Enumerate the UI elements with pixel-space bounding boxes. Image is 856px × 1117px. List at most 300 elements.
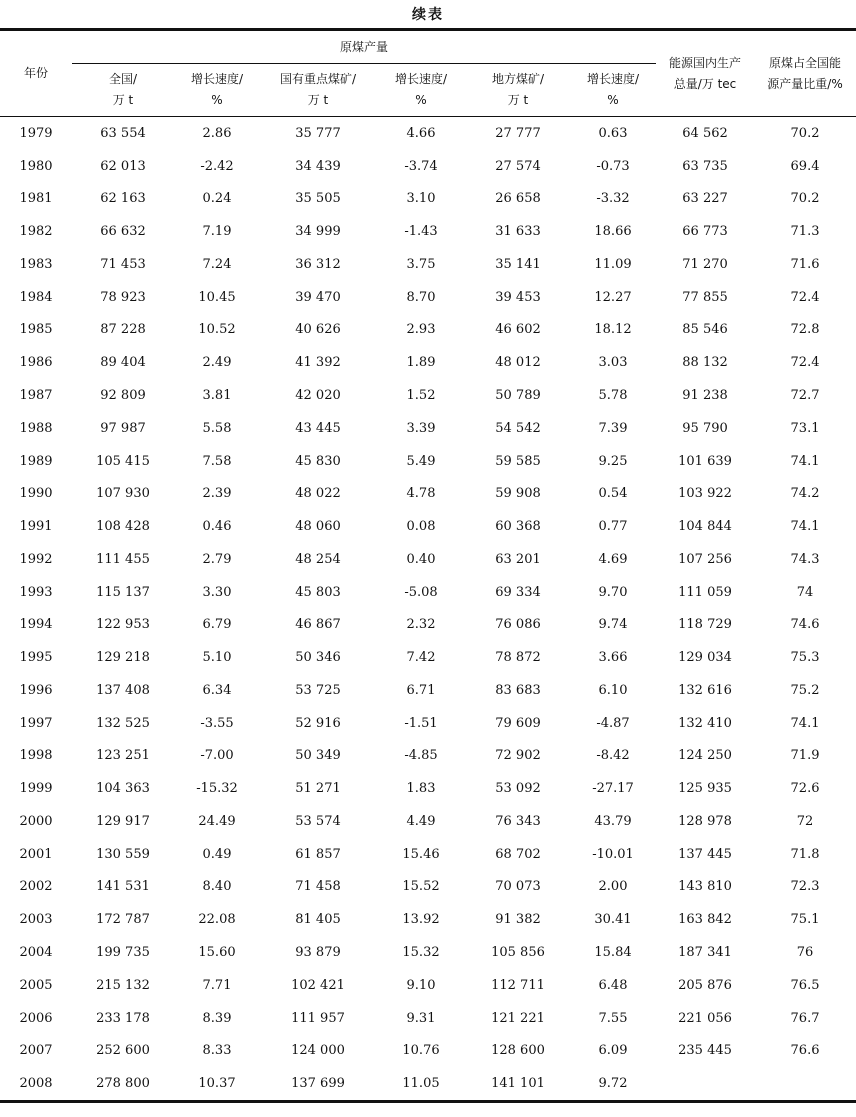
national-growth-cell: 8.39 bbox=[202, 1010, 232, 1026]
state-key-output-cell: 51 271 bbox=[295, 781, 341, 797]
energy-total-cell: 85 546 bbox=[682, 322, 728, 338]
local-growth-cell: -8.42 bbox=[596, 748, 630, 764]
state-key-output-cell: 41 392 bbox=[295, 355, 341, 371]
state-key-output-cell: 45 830 bbox=[295, 453, 341, 469]
state-key-output-cell: 34 439 bbox=[295, 158, 341, 174]
local-growth-cell: 0.54 bbox=[598, 486, 628, 502]
table-row bbox=[0, 117, 856, 150]
state-growth-cell: -3.74 bbox=[404, 158, 438, 174]
year-cell: 1995 bbox=[19, 650, 53, 666]
local-output-cell: 79 609 bbox=[495, 715, 541, 731]
year-cell: 2006 bbox=[19, 1010, 53, 1026]
local-output-cell: 69 334 bbox=[495, 584, 541, 600]
coal-share-cell: 74.6 bbox=[790, 617, 820, 633]
national-growth-cell: 7.71 bbox=[202, 977, 232, 993]
year-cell: 2001 bbox=[19, 846, 53, 862]
national-growth-cell: 3.81 bbox=[202, 388, 232, 403]
coal-share-cell: 74.2 bbox=[790, 486, 820, 502]
local-output-cell: 72 902 bbox=[495, 748, 541, 764]
coal-share-cell: 76.6 bbox=[790, 1043, 820, 1059]
coal-share-cell: 72.8 bbox=[790, 322, 820, 338]
energy-total-cell: 132 616 bbox=[678, 682, 732, 698]
table-row bbox=[0, 871, 856, 904]
local-growth-cell: 7.55 bbox=[598, 1010, 628, 1026]
national-output-cell: 111 455 bbox=[96, 551, 150, 567]
state-key-output-cell: 35 777 bbox=[295, 125, 341, 141]
year-cell: 1982 bbox=[19, 224, 53, 240]
national-output-cell: 122 953 bbox=[96, 617, 150, 633]
state-growth-cell: 5.49 bbox=[406, 453, 436, 469]
table-row bbox=[0, 150, 856, 183]
national-growth-cell: 10.45 bbox=[198, 289, 236, 305]
state-growth-cell: 15.32 bbox=[402, 945, 440, 961]
coal-share-cell: 71.3 bbox=[790, 224, 820, 240]
table-row bbox=[0, 969, 856, 1002]
national-output-cell: 137 408 bbox=[96, 682, 150, 698]
year-cell: 1993 bbox=[19, 584, 53, 600]
national-growth-cell: 22.08 bbox=[198, 912, 236, 928]
coal-share-cell: 72 bbox=[796, 813, 814, 829]
local-growth-cell: 9.72 bbox=[598, 1076, 628, 1092]
local-growth-header-line2: % bbox=[607, 93, 619, 107]
year-cell: 2002 bbox=[19, 879, 53, 895]
state-key-output-cell: 53 574 bbox=[295, 813, 341, 829]
local-output-cell: 83 683 bbox=[495, 682, 541, 698]
energy-total-cell: 101 639 bbox=[678, 453, 732, 469]
year-cell: 2000 bbox=[19, 813, 53, 829]
local-growth-cell: 3.66 bbox=[598, 650, 628, 666]
national-growth-cell: -2.42 bbox=[200, 158, 234, 174]
local-output-cell: 105 856 bbox=[491, 945, 545, 961]
national-output-cell: 105 415 bbox=[96, 453, 150, 469]
table-row bbox=[0, 772, 856, 805]
state-growth-cell: 0.40 bbox=[406, 551, 436, 567]
local-growth-cell: 43.79 bbox=[594, 813, 632, 829]
local-output-cell: 54 542 bbox=[495, 420, 541, 436]
coal-share-cell: 74.1 bbox=[790, 519, 820, 535]
local-growth-cell: 18.66 bbox=[594, 224, 632, 240]
coal-share-header bbox=[754, 30, 856, 117]
national-growth-cell: 3.30 bbox=[202, 584, 232, 600]
energy-total-cell: 91 238 bbox=[682, 388, 728, 403]
local-output-cell: 50 789 bbox=[495, 388, 541, 403]
table-row bbox=[0, 674, 856, 707]
national-output-cell: 62 013 bbox=[100, 158, 146, 174]
national-growth-cell: 10.37 bbox=[198, 1076, 236, 1092]
national-growth-cell: 5.58 bbox=[202, 420, 232, 436]
national-output-cell: 123 251 bbox=[96, 748, 150, 764]
state-growth-cell: 1.89 bbox=[406, 355, 436, 371]
local-mines-header bbox=[466, 64, 570, 117]
local-growth-cell: 15.84 bbox=[594, 945, 632, 961]
coal-share-header-line1: 原煤占全国能 bbox=[769, 55, 842, 70]
energy-total-header-line2: 总量/万 tec bbox=[673, 76, 737, 91]
state-key-output-cell: 48 022 bbox=[295, 486, 341, 502]
national-output-cell: 233 178 bbox=[96, 1010, 150, 1026]
energy-total-cell: 143 810 bbox=[678, 879, 732, 895]
table-caption: 续表 bbox=[412, 7, 444, 23]
table-row bbox=[0, 641, 856, 674]
state-growth-cell: -1.51 bbox=[404, 715, 438, 731]
state-growth-cell: 1.52 bbox=[406, 388, 436, 403]
national-output-cell: 87 228 bbox=[100, 322, 146, 338]
national-growth-cell: -15.32 bbox=[196, 781, 238, 797]
coal-share-header-line2: 源产量比重/% bbox=[767, 76, 843, 91]
energy-total-cell: 63 227 bbox=[682, 191, 728, 207]
energy-total-cell: 104 844 bbox=[678, 519, 732, 535]
energy-total-cell: 88 132 bbox=[682, 355, 728, 371]
energy-total-cell: 77 855 bbox=[682, 289, 728, 305]
local-growth-cell: -4.87 bbox=[596, 715, 630, 731]
national-header-line2: 万 t bbox=[112, 93, 134, 107]
local-output-cell: 27 777 bbox=[495, 125, 541, 141]
state-key-output-cell: 34 999 bbox=[295, 224, 341, 240]
state-growth-cell: 15.52 bbox=[402, 879, 440, 895]
state-key-output-cell: 81 405 bbox=[295, 912, 341, 928]
table-body bbox=[0, 117, 856, 1102]
year-cell: 1987 bbox=[19, 388, 53, 403]
coal-share-cell: 71.8 bbox=[790, 846, 820, 862]
national-output-cell: 215 132 bbox=[96, 977, 150, 993]
national-output-cell: 89 404 bbox=[100, 355, 146, 371]
year-cell: 1991 bbox=[19, 519, 53, 535]
local-output-cell: 68 702 bbox=[495, 846, 541, 862]
local-growth-cell: -3.32 bbox=[596, 191, 630, 207]
table-row bbox=[0, 215, 856, 248]
table-row bbox=[0, 707, 856, 740]
local-output-cell: 31 633 bbox=[495, 224, 541, 240]
year-cell: 1983 bbox=[19, 256, 53, 272]
local-growth-cell: -27.17 bbox=[592, 781, 634, 797]
coal-share-cell: 75.3 bbox=[790, 650, 820, 666]
coal-share-cell: 74.3 bbox=[790, 551, 820, 567]
local-output-cell: 70 073 bbox=[495, 879, 541, 895]
energy-total-cell: 71 270 bbox=[682, 256, 728, 272]
local-output-cell: 63 201 bbox=[495, 551, 541, 567]
year-cell: 2005 bbox=[19, 977, 53, 993]
coal-share-cell: 76.5 bbox=[790, 977, 820, 993]
state-growth-cell: 0.08 bbox=[406, 519, 436, 535]
national-output-cell: 62 163 bbox=[100, 191, 146, 207]
table-row bbox=[0, 281, 856, 314]
state-key-output-cell: 137 699 bbox=[291, 1076, 345, 1092]
local-growth-cell: 9.25 bbox=[598, 453, 628, 469]
national-growth-header bbox=[174, 64, 260, 117]
state-key-output-cell: 48 060 bbox=[295, 519, 341, 535]
energy-total-cell: 125 935 bbox=[678, 781, 732, 797]
local-output-cell: 121 221 bbox=[491, 1010, 545, 1026]
table-row bbox=[0, 903, 856, 936]
national-output-cell: 63 554 bbox=[100, 125, 146, 141]
coal-share-cell: 75.1 bbox=[790, 912, 820, 928]
coal-share-cell: 71.6 bbox=[790, 256, 820, 272]
national-output-cell: 199 735 bbox=[96, 945, 150, 961]
local-growth-cell: 4.69 bbox=[598, 551, 628, 567]
year-cell: 1992 bbox=[19, 551, 53, 567]
energy-total-cell: 118 729 bbox=[678, 617, 732, 633]
state-growth-cell: 3.39 bbox=[406, 420, 436, 436]
national-header-line1: 全国/ bbox=[108, 72, 138, 86]
national-growth-cell: 0.24 bbox=[202, 191, 232, 207]
national-output-cell: 141 531 bbox=[96, 879, 150, 895]
local-output-cell: 91 382 bbox=[495, 912, 541, 928]
table-row bbox=[0, 412, 856, 445]
national-growth-cell: 0.46 bbox=[202, 519, 232, 535]
energy-total-cell: 103 922 bbox=[678, 486, 732, 502]
national-growth-cell: 2.86 bbox=[202, 125, 232, 141]
state-growth-header bbox=[376, 64, 466, 117]
state-key-output-cell: 43 445 bbox=[295, 420, 341, 436]
national-output-cell: 129 917 bbox=[96, 813, 150, 829]
national-growth-cell: 10.52 bbox=[198, 322, 236, 338]
coal-share-cell: 74 bbox=[796, 584, 814, 600]
coal-production-table bbox=[0, 28, 856, 1103]
state-growth-cell: -4.85 bbox=[404, 748, 438, 764]
local-growth-cell: 5.78 bbox=[598, 388, 628, 403]
state-key-output-cell: 50 346 bbox=[295, 650, 341, 666]
energy-total-cell: 205 876 bbox=[678, 977, 732, 993]
state-growth-cell: 2.93 bbox=[406, 322, 436, 338]
coal-share-cell: 72.7 bbox=[790, 388, 820, 403]
state-growth-header-line2: % bbox=[415, 93, 427, 107]
raw-coal-output-header: 原煤产量 bbox=[72, 30, 656, 64]
national-growth-cell: 8.40 bbox=[202, 879, 232, 895]
year-cell: 2007 bbox=[19, 1043, 53, 1059]
national-output-cell: 97 987 bbox=[100, 420, 146, 436]
local-growth-cell: -10.01 bbox=[592, 846, 634, 862]
local-growth-cell: 6.10 bbox=[598, 682, 628, 698]
local-output-cell: 78 872 bbox=[495, 650, 541, 666]
state-key-output-cell: 48 254 bbox=[295, 551, 341, 567]
state-key-output-cell: 35 505 bbox=[295, 191, 341, 207]
year-cell: 1986 bbox=[19, 355, 53, 371]
national-growth-cell: 2.79 bbox=[202, 551, 232, 567]
local-growth-cell: 12.27 bbox=[594, 289, 632, 305]
state-growth-cell: 11.05 bbox=[402, 1076, 440, 1092]
national-output-cell: 107 930 bbox=[96, 486, 150, 502]
state-key-output-cell: 42 020 bbox=[295, 388, 341, 403]
energy-total-cell: 137 445 bbox=[678, 846, 732, 862]
local-growth-cell: -0.73 bbox=[596, 158, 630, 174]
local-growth-header-line1: 增长速度/ bbox=[586, 72, 640, 86]
local-growth-cell: 6.48 bbox=[598, 977, 628, 993]
state-growth-cell: 4.78 bbox=[406, 486, 436, 502]
table-row bbox=[0, 936, 856, 969]
energy-total-cell: 129 034 bbox=[678, 650, 732, 666]
state-key-output-cell: 50 349 bbox=[295, 748, 341, 764]
national-growth-cell: 8.33 bbox=[202, 1043, 232, 1059]
state-key-output-cell: 36 312 bbox=[295, 256, 341, 272]
year-cell: 1990 bbox=[19, 486, 53, 502]
national-output-cell: 130 559 bbox=[96, 846, 150, 862]
state-key-output-cell: 111 957 bbox=[291, 1010, 345, 1026]
table-row bbox=[0, 576, 856, 609]
local-growth-cell: 7.39 bbox=[598, 420, 628, 436]
national-output-cell: 115 137 bbox=[96, 584, 150, 600]
coal-share-cell: 70.2 bbox=[790, 125, 820, 141]
energy-total-cell: 221 056 bbox=[678, 1010, 732, 1026]
table-row bbox=[0, 510, 856, 543]
state-key-mines-header-line2: 万 t bbox=[307, 93, 329, 107]
coal-share-cell: 71.9 bbox=[790, 748, 820, 764]
state-growth-cell: 4.49 bbox=[406, 813, 436, 829]
local-output-cell: 112 711 bbox=[491, 977, 545, 993]
energy-total-cell: 111 059 bbox=[678, 584, 732, 600]
national-output-cell: 132 525 bbox=[96, 715, 150, 731]
state-key-output-cell: 39 470 bbox=[295, 289, 341, 305]
local-growth-cell: 2.00 bbox=[598, 879, 628, 895]
table-row bbox=[0, 1002, 856, 1035]
table-row bbox=[0, 1067, 856, 1101]
year-cell: 2008 bbox=[19, 1076, 53, 1092]
energy-total-cell: 95 790 bbox=[682, 420, 728, 436]
local-output-cell: 39 453 bbox=[495, 289, 541, 305]
state-key-mines-header bbox=[260, 64, 376, 117]
state-growth-cell: 2.32 bbox=[406, 617, 436, 633]
national-output-cell: 104 363 bbox=[96, 781, 150, 797]
local-growth-header bbox=[570, 64, 656, 117]
national-output-cell: 172 787 bbox=[96, 912, 150, 928]
national-growth-cell: 0.49 bbox=[202, 846, 232, 862]
coal-share-cell: 69.4 bbox=[790, 158, 820, 174]
year-cell: 1989 bbox=[19, 453, 53, 469]
state-key-output-cell: 53 725 bbox=[295, 682, 341, 698]
year-cell: 1999 bbox=[19, 781, 53, 797]
local-output-cell: 48 012 bbox=[495, 355, 541, 371]
state-growth-cell: -1.43 bbox=[404, 224, 438, 240]
energy-total-cell: 63 735 bbox=[682, 158, 728, 174]
year-cell: 2004 bbox=[19, 945, 53, 961]
energy-total-cell: 163 842 bbox=[678, 912, 732, 928]
local-output-cell: 60 368 bbox=[495, 519, 541, 535]
coal-share-cell: 74.1 bbox=[790, 453, 820, 469]
national-growth-cell: 5.10 bbox=[202, 650, 232, 666]
local-mines-header-line1: 地方煤矿/ bbox=[491, 72, 545, 86]
national-growth-cell: -3.55 bbox=[200, 715, 234, 731]
local-mines-header-line2: 万 t bbox=[507, 93, 529, 107]
local-growth-cell: 0.63 bbox=[598, 125, 628, 141]
national-output-cell: 66 632 bbox=[100, 224, 146, 240]
coal-share-cell: 72.4 bbox=[790, 289, 820, 305]
coal-share-cell: 72.6 bbox=[790, 781, 820, 797]
national-growth-cell: 6.34 bbox=[202, 682, 232, 698]
national-growth-cell: 7.19 bbox=[202, 224, 232, 240]
table-row bbox=[0, 183, 856, 216]
national-output-cell: 78 923 bbox=[100, 289, 146, 305]
local-growth-cell: 3.03 bbox=[598, 355, 628, 371]
national-growth-cell: -7.00 bbox=[200, 748, 234, 764]
state-growth-cell: 9.10 bbox=[406, 977, 436, 993]
local-output-cell: 141 101 bbox=[491, 1076, 545, 1092]
year-cell: 1984 bbox=[19, 289, 53, 305]
local-output-cell: 46 602 bbox=[495, 322, 541, 338]
energy-total-cell: 124 250 bbox=[678, 748, 732, 764]
year-cell: 1979 bbox=[19, 125, 53, 141]
state-key-output-cell: 93 879 bbox=[295, 945, 341, 961]
state-growth-cell: 3.75 bbox=[406, 256, 436, 272]
coal-share-cell: 70.2 bbox=[790, 191, 820, 207]
local-output-cell: 128 600 bbox=[491, 1043, 545, 1059]
local-growth-cell: 9.74 bbox=[598, 617, 628, 633]
coal-share-cell: 76 bbox=[796, 945, 814, 961]
state-key-output-cell: 102 421 bbox=[291, 977, 345, 993]
national-growth-cell: 7.24 bbox=[202, 256, 232, 272]
local-output-cell: 53 092 bbox=[495, 781, 541, 797]
state-key-output-cell: 40 626 bbox=[295, 322, 341, 338]
local-growth-cell: 9.70 bbox=[598, 584, 628, 600]
coal-share-cell: 72.3 bbox=[790, 879, 820, 895]
table-row bbox=[0, 608, 856, 641]
year-cell: 1998 bbox=[19, 748, 53, 764]
year-header: 年份 bbox=[0, 30, 72, 117]
state-key-output-cell: 61 857 bbox=[295, 846, 341, 862]
energy-total-cell: 64 562 bbox=[682, 125, 728, 141]
state-growth-cell: 13.92 bbox=[402, 912, 440, 928]
state-growth-cell: 15.46 bbox=[402, 846, 440, 862]
national-output-cell: 252 600 bbox=[96, 1043, 150, 1059]
national-output-cell: 92 809 bbox=[100, 388, 146, 403]
coal-share-cell: 76.7 bbox=[790, 1010, 820, 1026]
national-growth-cell: 2.39 bbox=[202, 486, 232, 502]
state-growth-cell: 7.42 bbox=[406, 650, 436, 666]
state-key-output-cell: 71 458 bbox=[295, 879, 341, 895]
energy-total-header bbox=[656, 30, 754, 117]
local-output-cell: 76 343 bbox=[495, 813, 541, 829]
national-growth-cell: 2.49 bbox=[202, 355, 232, 371]
table-row bbox=[0, 838, 856, 871]
coal-share-cell bbox=[754, 1067, 856, 1101]
coal-share-cell: 73.1 bbox=[790, 420, 820, 436]
local-output-cell: 76 086 bbox=[495, 617, 541, 633]
energy-total-cell: 187 341 bbox=[678, 945, 732, 961]
table-row bbox=[0, 314, 856, 347]
energy-total-cell: 235 445 bbox=[678, 1043, 732, 1059]
table-row bbox=[0, 445, 856, 478]
year-cell: 1981 bbox=[19, 191, 53, 207]
coal-share-cell: 72.4 bbox=[790, 355, 820, 371]
state-growth-cell: 3.10 bbox=[406, 191, 436, 207]
state-growth-cell: 8.70 bbox=[406, 289, 436, 305]
year-cell: 1996 bbox=[19, 682, 53, 698]
national-header bbox=[72, 64, 174, 117]
state-key-output-cell: 124 000 bbox=[291, 1043, 345, 1059]
coal-share-cell: 74.1 bbox=[790, 715, 820, 731]
coal-share-cell: 75.2 bbox=[790, 682, 820, 698]
table-row bbox=[0, 477, 856, 510]
local-growth-cell: 30.41 bbox=[594, 912, 632, 928]
state-key-output-cell: 45 803 bbox=[295, 584, 341, 600]
table-row bbox=[0, 740, 856, 773]
year-cell: 1994 bbox=[19, 617, 53, 633]
national-output-cell: 71 453 bbox=[100, 256, 146, 272]
year-cell: 1980 bbox=[19, 158, 53, 174]
national-growth-header-line2: % bbox=[211, 93, 223, 107]
table-row bbox=[0, 1034, 856, 1067]
table-row bbox=[0, 379, 856, 412]
local-growth-cell: 11.09 bbox=[594, 256, 632, 272]
year-cell: 1985 bbox=[19, 322, 53, 338]
energy-total-cell: 66 773 bbox=[682, 224, 728, 240]
table-row bbox=[0, 805, 856, 838]
energy-total-cell bbox=[656, 1067, 754, 1101]
year-cell: 2003 bbox=[19, 912, 53, 928]
energy-total-cell: 128 978 bbox=[678, 813, 732, 829]
national-growth-cell: 6.79 bbox=[202, 617, 232, 633]
table-row bbox=[0, 346, 856, 379]
local-output-cell: 59 908 bbox=[495, 486, 541, 502]
national-growth-cell: 24.49 bbox=[198, 813, 236, 829]
national-growth-cell: 15.60 bbox=[198, 945, 236, 961]
